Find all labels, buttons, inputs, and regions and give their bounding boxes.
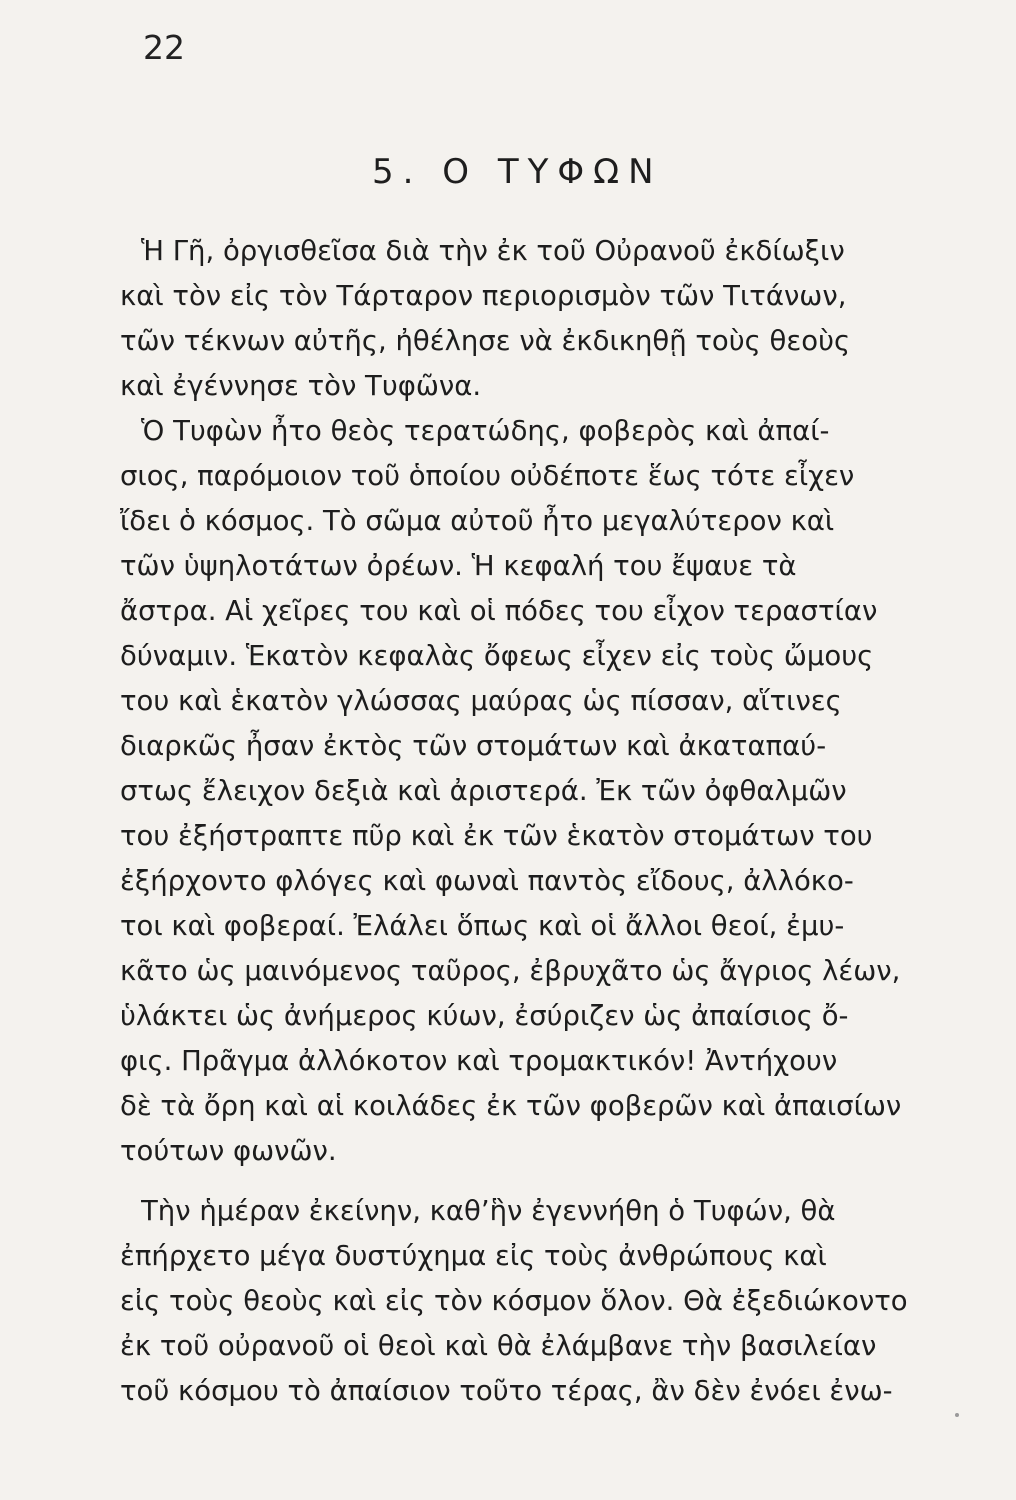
- text-line: φις. Πρᾶγμα ἀλλόκοτον καὶ τρομακτικόν! Ἀντήχουν: [120, 1045, 838, 1077]
- text-line: στως ἔλειχον δεξιὰ καὶ ἀριστερά. Ἐκ τῶν ὀφθαλμῶν: [120, 775, 847, 807]
- text-line: Τὴν ἡμέραν ἐκείνην, καθ’ἣν ἐγεννήθη ὁ Τυφών, θὰ: [141, 1195, 836, 1227]
- text-line: ἄστρα. Αἱ χεῖρες του καὶ οἱ πόδες του εἶχον τεραστίαν: [120, 595, 878, 627]
- text-line: δὲ τὰ ὄρη καὶ αἱ κοιλάδες ἐκ τῶν φοβερῶν καὶ ἀπαισίων: [120, 1090, 902, 1122]
- chapter-title: 5. Ο ΤΥΦΩΝ: [372, 152, 663, 192]
- text-line: τῶν τέκνων αὐτῆς, ἠθέλησε νὰ ἐκδικηθῇ τοὺς θεοὺς: [120, 325, 851, 357]
- text-line: ὑλάκτει ὡς ἀνήμερος κύων, ἐσύριζεν ὡς ἀπαίσιος ὄ-: [120, 1000, 849, 1032]
- text-line: καὶ ἐγέννησε τὸν Τυφῶνα.: [120, 370, 482, 402]
- text-line: του ἐξήστραπτε πῦρ καὶ ἐκ τῶν ἑκατὸν στομάτων του: [120, 820, 873, 852]
- text-line: τοι καὶ φοβεραί. Ἐλάλει ὅπως καὶ οἱ ἄλλοι θεοί, ἐμυ-: [120, 910, 845, 942]
- text-line: ἐξήρχοντο φλόγες καὶ φωναὶ παντὸς εἴδους, ἀλλόκο-: [120, 865, 854, 897]
- text-line: διαρκῶς ἦσαν ἐκτὸς τῶν στομάτων καὶ ἀκαταπαύ-: [120, 730, 827, 762]
- text-line: δύναμιν. Ἑκατὸν κεφαλὰς ὄφεως εἶχεν εἰς τοὺς ὤμους: [120, 640, 874, 672]
- text-line: τούτων φωνῶν.: [120, 1135, 337, 1167]
- text-line: ἐκ τοῦ οὐρανοῦ οἱ θεοὶ καὶ θὰ ἐλάμβανε τὴν βασιλείαν: [120, 1330, 877, 1362]
- text-line: Ὁ Τυφὼν ἦτο θεὸς τερατώδης, φοβερὸς καὶ ἀπαί-: [141, 415, 830, 447]
- text-line: τοῦ κόσμου τὸ ἀπαίσιον τοῦτο τέρας, ἂν δὲν ἐνόει ἐνω-: [120, 1375, 893, 1407]
- text-line: του καὶ ἑκατὸν γλώσσας μαύρας ὡς πίσσαν, αἵτινες: [120, 685, 842, 717]
- text-line: ἐπήρχετο μέγα δυστύχημα εἰς τοὺς ἀνθρώπους καὶ: [120, 1240, 827, 1272]
- page-number: 22: [143, 28, 185, 67]
- text-line: εἰς τοὺς θεοὺς καὶ εἰς τὸν κόσμον ὅλον. Θὰ ἐξεδιώκοντο: [120, 1285, 908, 1317]
- text-line: Ἡ Γῆ, ὀργισθεῖσα διὰ τὴν ἐκ τοῦ Οὐρανοῦ ἐκδίωξιν: [141, 235, 845, 267]
- text-line: σιος, παρόμοιον τοῦ ὁποίου οὐδέποτε ἕως τότε εἶχεν: [120, 460, 855, 492]
- text-line: ἴδει ὁ κόσμος. Τὸ σῶμα αὐτοῦ ἦτο μεγαλύτερον καὶ: [120, 505, 835, 537]
- text-line: τῶν ὑψηλοτάτων ὀρέων. Ἡ κεφαλή του ἔψαυε τὰ: [120, 550, 797, 582]
- text-line: κᾶτο ὡς μαινόμενος ταῦρος, ἐβρυχᾶτο ὡς ἄγριος λέων,: [120, 955, 901, 987]
- scan-speck: [955, 1413, 959, 1417]
- text-line: καὶ τὸν εἰς τὸν Τάρταρον περιορισμὸν τῶν Τιτάνων,: [120, 280, 847, 312]
